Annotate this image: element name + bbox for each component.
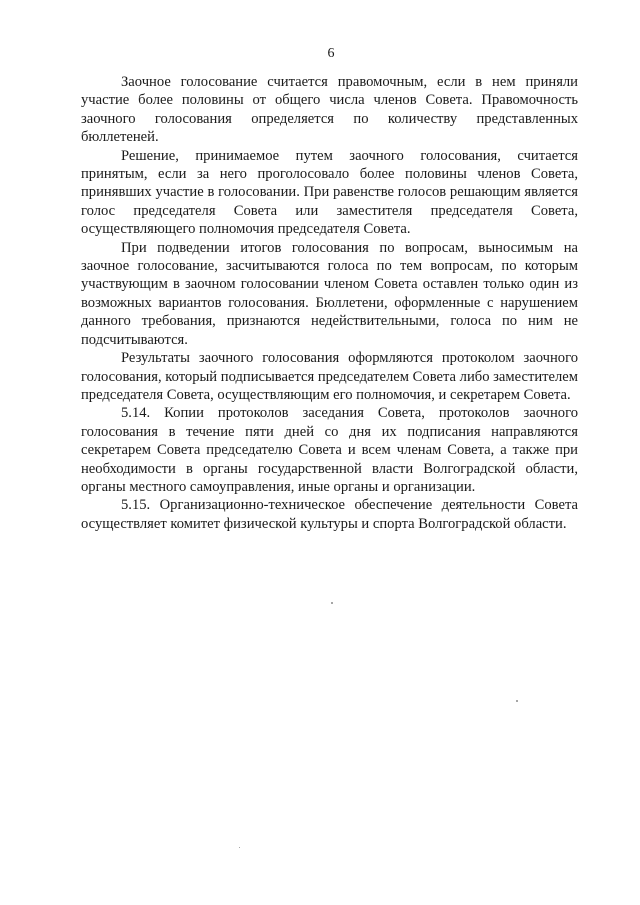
paragraph-results: Результаты заочного голосования оформляются протоколом заочного голосования, который подписывается председателем Совета либо заместителем председателя Совета, осуществляющим его полномочия, и секретарем Совета. bbox=[81, 350, 578, 403]
document-body bbox=[81, 73, 578, 533]
paragraph-5-14: 5.14. Копии протоколов заседания Совета, протоколов заочного голосования в течение пяти дней со дня их подписания направляются секретарем Совета председателю Совета и всем членам Совета, а также при необходимости в органы государственной власти Волгоградской области, органы местного самоуправления, иные органы и организации. bbox=[81, 405, 578, 495]
paragraph-5-15: 5.15. Организационно-техническое обеспечение деятельности Совета осуществляет комитет физической культуры и спорта Волгоградской области. bbox=[81, 497, 578, 532]
scan-speck bbox=[331, 602, 333, 604]
paragraph-vote-counting: При подведении итогов голосования по вопросам, выносимым на заочное голосование, засчитываются голоса по тем вопросам, по которым участвующим в заочном голосовании членом Совета оставлен только один из возможных вариантов голосования. Бюллетени, оформленные с нарушением данного требования, признаются недействительными, голоса по ним не подсчитываются. bbox=[81, 239, 578, 348]
page-number: 6 bbox=[327, 46, 335, 61]
scan-speck bbox=[516, 700, 518, 702]
paragraph-quorum: Заочное голосование считается правомочным, если в нем приняли участие более половины от общего числа членов Совета. Правомочность заочного голосования определяется по количеству представленных бюллетеней. bbox=[81, 74, 578, 146]
paragraph-decision: Решение, принимаемое путем заочного голосования, считается принятым, если за него проголосовало более половины членов Совета, принявших участие в голосовании. При равенстве голосов решающим является голос председателя Совета или заместителя председателя Совета, осуществляющего полномочия председателя Совета. bbox=[81, 147, 578, 238]
scan-speck bbox=[239, 847, 240, 848]
